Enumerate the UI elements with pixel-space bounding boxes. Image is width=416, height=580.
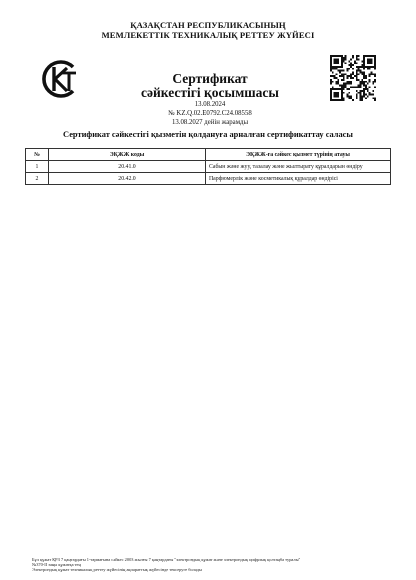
validity-date: 13.08.2027 дейін жарамды <box>171 119 249 126</box>
certificate-subtitle: сәйкестігі қосымшасы <box>141 85 279 100</box>
table-row <box>26 161 391 173</box>
col-name-header: ЭҚЖЖ-ға сәйкес қызмет түрінің атауы <box>206 149 391 161</box>
certificate-title: Сертификат <box>172 71 248 86</box>
row-activity-name: Сабын және жуу, тазалау және жылтырату құралдарын өндіру <box>206 161 391 173</box>
issue-date: 13.08.2024 <box>194 101 226 108</box>
col-number-header: № <box>26 149 49 161</box>
row-activity-name: Парфюмерлік және косметикалық құралдар өндірісі <box>206 173 391 185</box>
footer-line-1: Бұл құжат ҚРЗ 7 қаңтардағы 1-тармағына сәйкес 2003 жылғы 7 қаңтардағы "электрондық құжат және электрондық цифрлық қолтаңба туралы" <box>32 557 301 562</box>
table-header-row <box>26 149 391 161</box>
legal-footer <box>32 557 382 573</box>
activity-codes-table <box>25 148 391 185</box>
kz-conformity-mark-icon <box>40 58 80 100</box>
footer-line-2: №370-II заңы құжатқа тең <box>32 562 81 568</box>
authority-line-2: МЕМЛЕКЕТТІК ТЕХНИКАЛЫҚ РЕТТЕУ ЖҮЙЕСІ <box>101 30 315 40</box>
issuing-authority <box>0 20 416 40</box>
row-code: 20.42.0 <box>49 173 206 185</box>
row-code: 20.41.0 <box>49 161 206 173</box>
col-code-header: ЭҚЖЖ коды <box>49 149 206 161</box>
qr-code-icon <box>330 55 376 101</box>
certificate-number: № KZ.Q.02.E0792.C24.08558 <box>168 110 252 117</box>
certificate-title-block <box>100 72 320 127</box>
footer-line-3: Электрондық құжат техникалық реттеу жүйесінің ақпараттық жүйесінде тексеруге болады <box>32 567 202 573</box>
row-number: 1 <box>26 161 49 173</box>
authority-line-1: ҚАЗАҚСТАН РЕСПУБЛИКАСЫНЫҢ <box>130 20 286 30</box>
section-title: Сертификат сәйкестігі қызметін қолдануға арналған сертификаттау саласы <box>63 130 353 139</box>
table-row <box>26 173 391 185</box>
row-number: 2 <box>26 173 49 185</box>
